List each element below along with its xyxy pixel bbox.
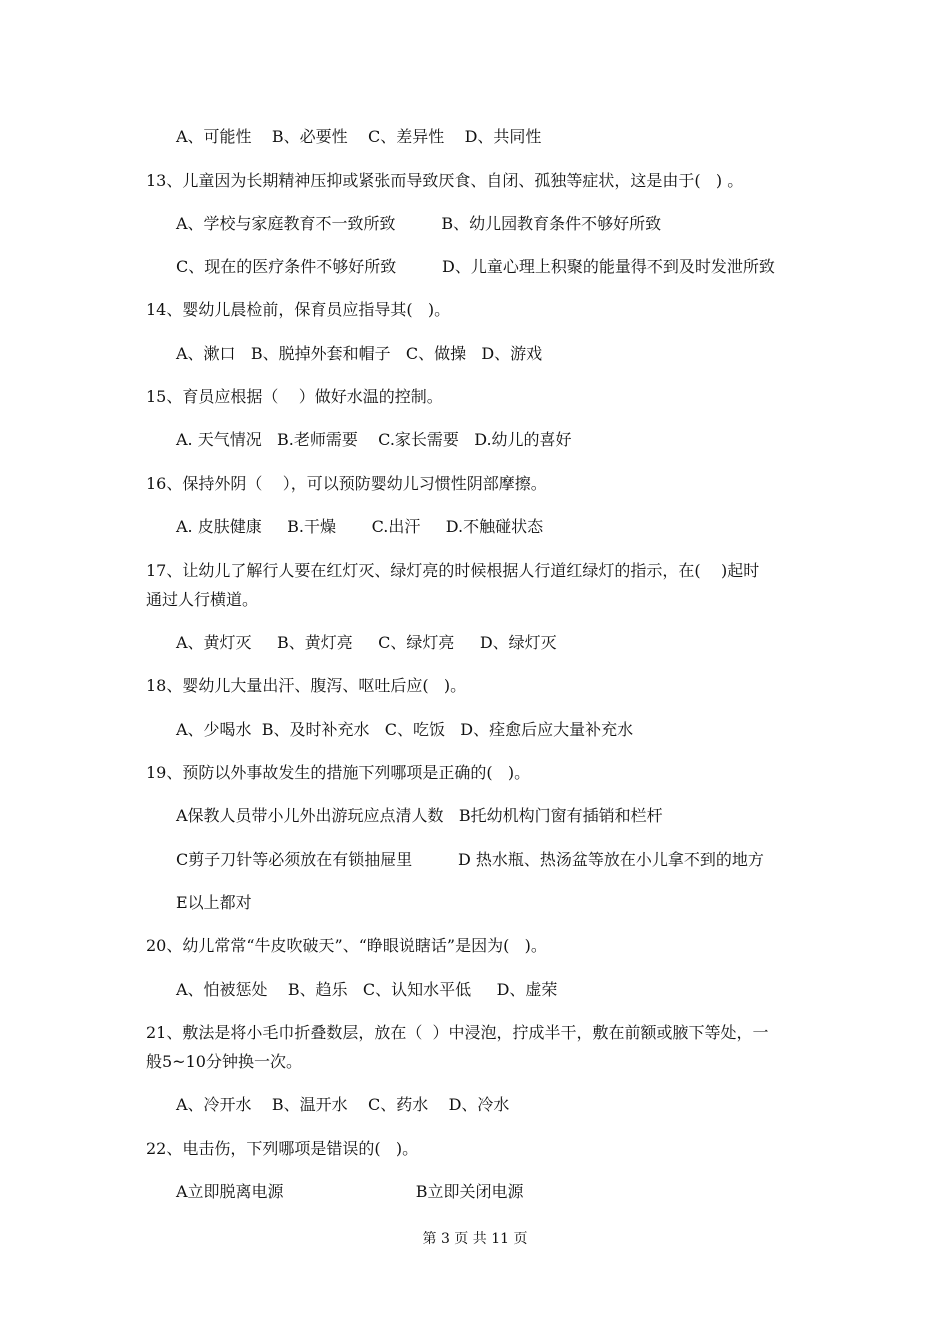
answer-options: A、学校与家庭教育不一致所致 B、幼儿园教育条件不够好所致 <box>176 214 662 233</box>
question-text: 21、敷法是将小毛巾折叠数层，放在（ ）中浸泡，拧成半干，敷在前额或腋下等处，一 <box>146 1023 769 1042</box>
answer-options: A. 天气情况 B.老师需要 C.家长需要 D.幼儿的喜好 <box>176 430 572 449</box>
answer-options: E以上都对 <box>176 893 252 912</box>
answer-options: A、黄灯灭 B、黄灯亮 C、绿灯亮 D、绿灯灭 <box>176 633 557 652</box>
answer-options: A. 皮肤健康 B.干燥 C.出汗 D.不触碰状态 <box>176 517 544 536</box>
answer-options: C、现在的医疗条件不够好所致 D、儿童心理上积聚的能量得不到及时发泄所致 <box>176 257 775 276</box>
answer-options: A、冷开水 B、温开水 C、药水 D、冷水 <box>176 1095 510 1114</box>
question-text: 通过人行横道。 <box>146 590 259 609</box>
question-text: 17、让幼儿了解行人要在红灯灭、绿灯亮的时候根据人行道红绿灯的指示，在( )起时 <box>146 561 760 580</box>
question-text: 般5~10分钟换一次。 <box>146 1052 302 1071</box>
answer-options: A保教人员带小儿外出游玩应点清人数 B托幼机构门窗有插销和栏杆 <box>176 806 663 825</box>
answer-options: A、漱口 B、脱掉外套和帽子 C、做操 D、游戏 <box>176 344 543 363</box>
answer-options: A立即脱离电源 B立即关闭电源 <box>176 1182 524 1201</box>
question-text: 13、儿童因为长期精神压抑或紧张而导致厌食、自闭、孤独等症状，这是由于( ) 。 <box>146 171 744 190</box>
answer-options: C剪子刀针等必须放在有锁抽屉里 D 热水瓶、热汤盆等放在小儿拿不到的地方 <box>176 850 764 869</box>
question-text: 16、保持外阴（ ），可以预防婴幼儿习惯性阴部摩擦。 <box>146 474 547 493</box>
question-text: 22、电击伤，下列哪项是错误的( )。 <box>146 1139 419 1158</box>
question-text: 19、预防以外事故发生的措施下列哪项是正确的( )。 <box>146 763 531 782</box>
question-text: 14、婴幼儿晨检前，保育员应指导其( )。 <box>146 300 451 319</box>
page-footer: 第 3 页 共 11 页 <box>422 1231 528 1247</box>
answer-options: A、少喝水 B、及时补充水 C、吃饭 D、痊愈后应大量补充水 <box>176 720 634 739</box>
question-text: 15、育员应根据（ ）做好水温的控制。 <box>146 387 443 406</box>
question-text: 20、幼儿常常“牛皮吹破天”、“睁眼说瞎话”是因为( )。 <box>146 936 547 955</box>
question-text: 18、婴幼儿大量出汗、腹泻、呕吐后应( )。 <box>146 676 467 695</box>
answer-options: A、怕被惩处 B、趋乐 C、认知水平低 D、虚荣 <box>176 980 558 999</box>
answer-options: A、可能性 B、必要性 C、差异性 D、共同性 <box>176 127 542 146</box>
